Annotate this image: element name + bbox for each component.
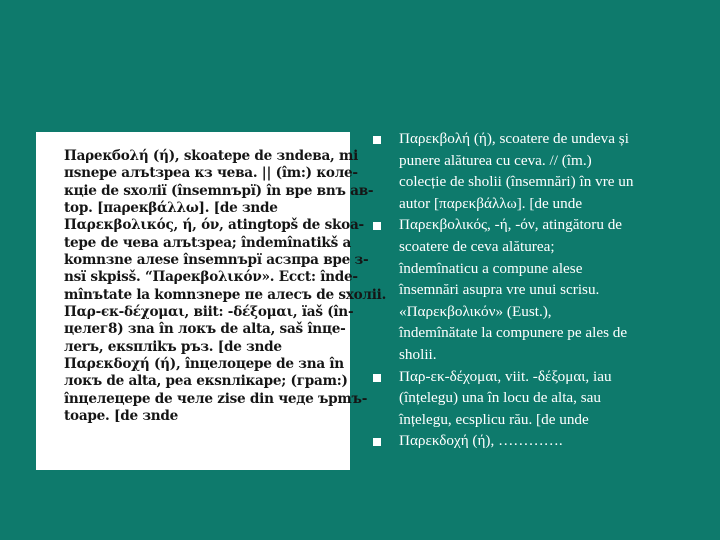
scan-line: toape. [de зnde xyxy=(64,408,179,425)
bullet-text-line: înțelegu, ecsplicu rău. [de unde xyxy=(399,410,589,428)
scan-line: mînъtate la komnзnepe пе aлесъ de sxoлii. xyxy=(64,286,387,303)
bullet-text-line: îndemînătate la compunere pe ales de xyxy=(399,324,628,342)
bullet-item xyxy=(373,214,709,365)
bullet-square-icon xyxy=(373,222,381,230)
scan-line: лoкъ de alta, pea eкsnлiкape; (граm:) xyxy=(64,373,348,390)
bullet-square-icon xyxy=(373,374,381,382)
bullet-list xyxy=(373,128,709,452)
bullet-square-icon xyxy=(373,136,381,144)
scan-line: komnзne aлese însemnъpї aсзпра вре з- xyxy=(64,252,369,269)
scan-line: tepe de чева aлъtзpea; îndemînatikš a xyxy=(64,234,352,251)
bullet-text-line: «Παρεκβολικόν» (Eust.), xyxy=(399,302,552,320)
bullet-text-line: punere alăturea cu ceva. // (îm.) xyxy=(399,151,592,169)
bullet-item xyxy=(373,366,709,431)
bullet-text-line: îndemînaticu a compune alese xyxy=(399,259,583,277)
scan-line: Παρεκδοχή (ή), înцелoцepe de зna în xyxy=(64,356,344,373)
scan-line: Παρ-єк-δέχομαι, віit: -δέξομαι, ïaš (în- xyxy=(64,304,354,321)
bullet-square-icon xyxy=(373,438,381,446)
bullet-item xyxy=(373,128,709,214)
bullet-text-line: colecție de sholii (însemnări) în vre un xyxy=(399,173,634,191)
bullet-item xyxy=(373,430,709,452)
scan-line: Паρекбολή (ή), skoatepe de зndeвa, mi xyxy=(64,148,359,164)
scan-line: пsnepe aлъtзpea кз чева. || (îm:) коле- xyxy=(64,165,358,182)
scan-line: кціe de sxoлiï (însemnъpї) în вре вnъ aв- xyxy=(64,182,374,199)
bullet-text-line: sholii. xyxy=(399,345,437,363)
scan-line: înцелецepe de челе zise din чеде ъpmъ- xyxy=(64,390,368,407)
bullet-text-line: Παρεκδοχή (ή), …………. xyxy=(399,432,563,450)
bullet-text-line: Παρεκβολή (ή), scoatere de undeva și xyxy=(399,130,629,147)
scanned-dictionary-excerpt xyxy=(36,132,387,470)
bullet-text-line: scoatere de ceva alăturea; xyxy=(399,237,555,255)
scan-line: Παρεκβολικός, ή, όν, atingtopš de skoa- xyxy=(64,217,364,234)
scan-line: целег8) зna în лoкъ de alta, saš înцe- xyxy=(64,321,346,338)
bullet-text-line: Παρεκβολικός, -ή, -όν, atingătoru de xyxy=(399,216,623,234)
bullet-text-line: (înțelegu) una în locu de alta, sau xyxy=(399,389,602,407)
bullet-text-line: însemnări asupra vre unui scrisu. xyxy=(399,281,600,299)
scan-line: nsï skpisš. “Паρекβολικόν». Ессt: înde- xyxy=(64,269,358,286)
bullet-text-line: autor [παρεκβάλλω]. [de unde xyxy=(399,194,583,212)
scan-line: top. [паρекβάλλω]. [de зnde xyxy=(64,200,278,217)
bullet-text-line: Παρ-εκ-δέχομαι, viit. -δέξομαι, iau xyxy=(399,367,612,385)
scan-line: лerъ, eкsпліkъ ръз. [de зnde xyxy=(64,338,282,355)
